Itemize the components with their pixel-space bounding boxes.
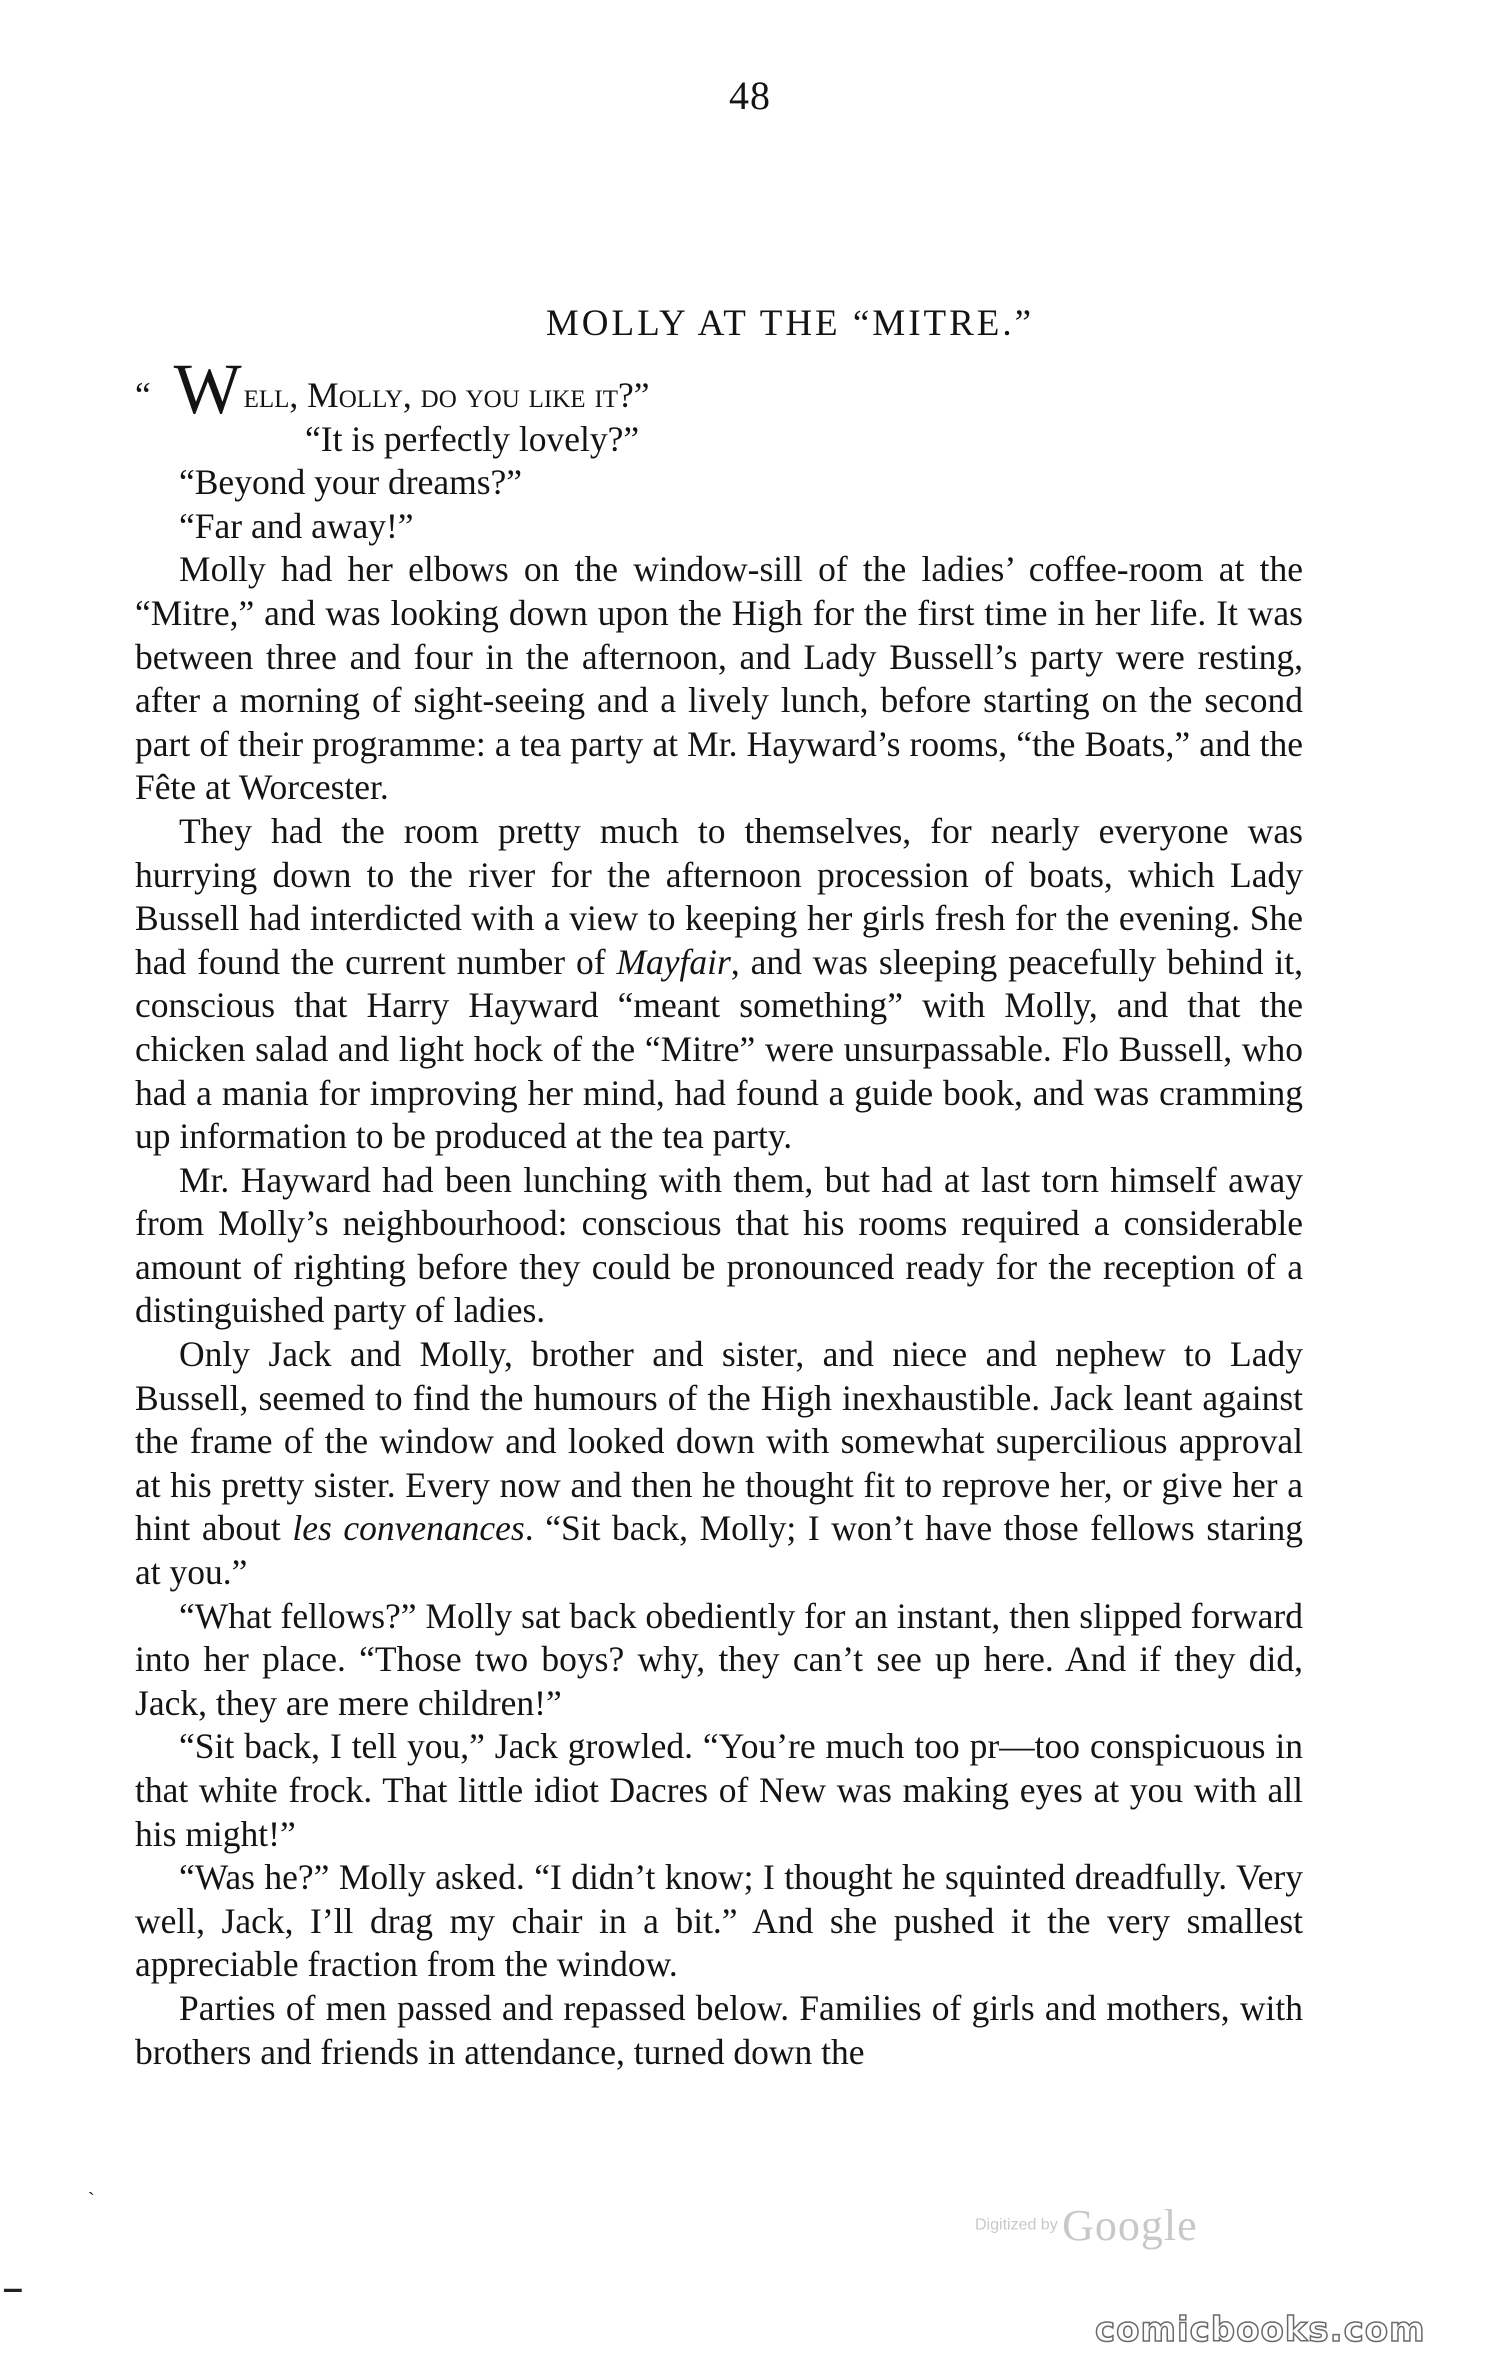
margin-mark: ‒ (4, 2270, 22, 2306)
paragraph-was-he: “Was he?” Molly asked. “I didn’t know; I thought he squinted dreadfully. Very well, Jack, I’ll drag my chair in a bit.” And she pushed it the very smallest appreciable fraction from the window. (135, 1857, 1303, 1985)
site-watermark: comicbooks.com (1095, 2310, 1426, 2350)
paragraph-dialogue-3: “Far and away!” (179, 505, 414, 546)
page-number: 48 (729, 73, 771, 118)
paragraph-room (135, 810, 1303, 1159)
google-logo: Google (1062, 2201, 1198, 2250)
paragraph-hayward: Mr. Hayward had been lunching with them, but had at last torn himself away from Molly’s neighbourhood: conscious that his rooms required a considerable amount of righting before they could be pronounced ready for the reception of a distinguished party of ladies. (135, 1159, 1303, 1331)
margin-mark: ` (88, 2190, 95, 2212)
paragraph-jack-molly (135, 1333, 1303, 1595)
drop-cap: W (173, 349, 242, 429)
digitized-label: Digitized by (975, 2216, 1058, 2234)
paragraph-jack-text-2: . “Sit back, Molly; I won’t have those fellows staring at you.” (135, 1508, 1303, 1593)
paragraph-window-sill: Molly had her elbows on the window-sill of the ladies’ coffee-room at the “Mitre,” and was looking down upon the High for the first time in her life. It was between three and four in the afternoon, and Lady Bussell’s party were resting, after a morning of sight-seeing and a lively lunch, before starting on the second part of their programme: a tea party at Mr. Hayward’s rooms, “the Boats,” and the Fête at Worcester. (135, 549, 1303, 808)
digitized-by-google-watermark (975, 2200, 1295, 2254)
paragraph-room-text-1: They had the room pretty much to themselves, for nearly everyone was hurrying down to the river for the afternoon procession of boats, which Lady Bussell had interdicted with a view to keeping her girls fresh for the evening. She had found the current number of (135, 810, 1303, 982)
chapter-body (135, 349, 1303, 2074)
chapter-title: MOLLY AT THE “MITRE.” (545, 303, 1035, 344)
paragraph-what-fellows: “What fellows?” Molly sat back obediently for an instant, then slipped forward into her place. “Those two boys? why, they can’t see up here. And if they did, Jack, they are mere children!” (135, 1595, 1303, 1723)
paragraph-jack-text-1: Only Jack and Molly, brother and sister, and niece and nephew to Lady Bussell, seemed to find the humours of the High inexhaustible. Jack leant against the frame of the window and looked down with somewhat supercilious approval at his pretty sister. Every now and then he thought fit to reprove her, or give her a hint about (135, 1334, 1303, 1549)
paragraph-parties: Parties of men passed and repassed below. Families of girls and mothers, with brothers and friends in attendance, turned down the (135, 1987, 1303, 2072)
paragraph-dialogue-2: “Beyond your dreams?” (179, 462, 523, 503)
les-convenances: les convenances (292, 1508, 525, 1549)
paragraph-dialogue-1: “It is perfectly lovely?” (305, 418, 640, 459)
paragraph-sit-back: “Sit back, I tell you,” Jack growled. “You’re much too pr—too conspicuous in that white frock. That little idiot Dacres of New was making eyes at you with all his might!” (135, 1726, 1303, 1854)
mayfair-title: Mayfair (616, 941, 731, 982)
opening-quote: “ (135, 375, 160, 415)
paragraph-room-text-2: , and was sleeping peacefully behind it, conscious that Harry Hayward “meant something” with Molly, and that the chicken salad and light hock of the “Mitre” were unsurpassable. Flo Bussell, who had a mania for improving her mind, had found a guide book, and was cramming up information to be produced at the tea party. (135, 941, 1303, 1157)
opening-line (135, 349, 1303, 429)
opening-line-text: ell, Molly, do you like it?” (243, 375, 650, 415)
